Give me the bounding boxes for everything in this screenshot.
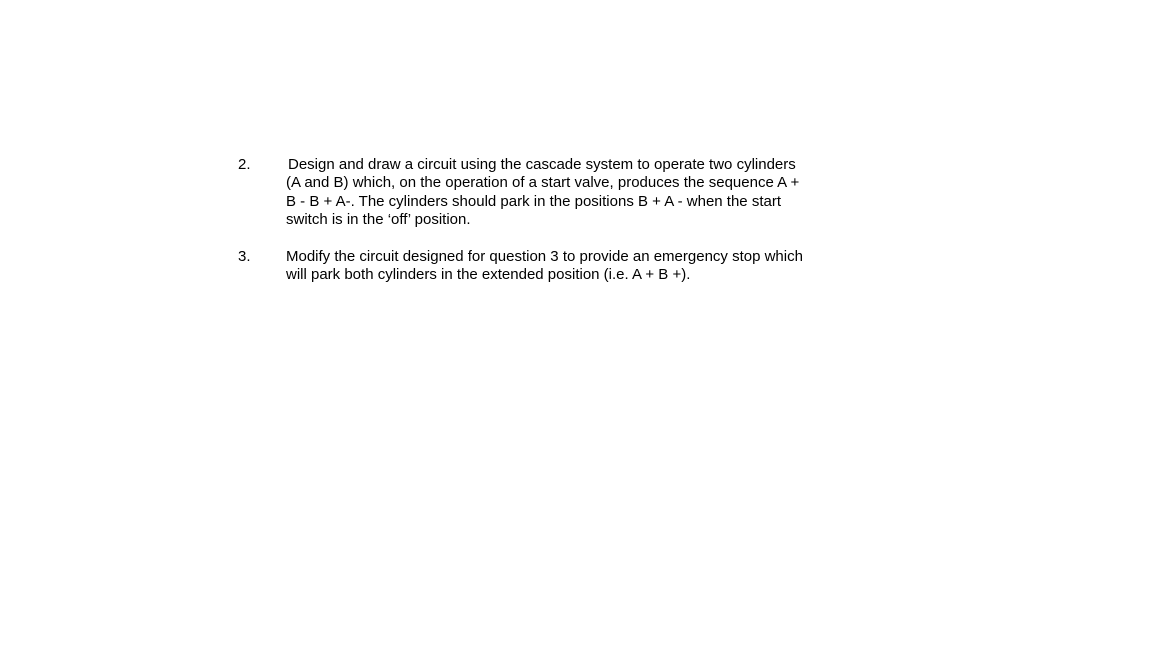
question-line: will park both cylinders in the extended position (i.e. A + B +). xyxy=(286,266,691,284)
question-text xyxy=(286,248,846,285)
question-line: Modify the circuit designed for question 3 to provide an emergency stop which xyxy=(286,248,803,265)
question-number: 2. xyxy=(238,156,251,173)
question-line: (A and B) which, on the operation of a start valve, produces the sequence A + xyxy=(286,174,800,192)
question-line: Design and draw a circuit using the cascade system to operate two cylinders xyxy=(288,156,796,173)
question-number: 3. xyxy=(238,248,251,265)
question-text xyxy=(286,156,846,229)
question-line: B - B + A-. The cylinders should park in the positions B + A - when the start xyxy=(286,192,781,210)
question-line: switch is in the ‘off’ position. xyxy=(286,210,471,228)
